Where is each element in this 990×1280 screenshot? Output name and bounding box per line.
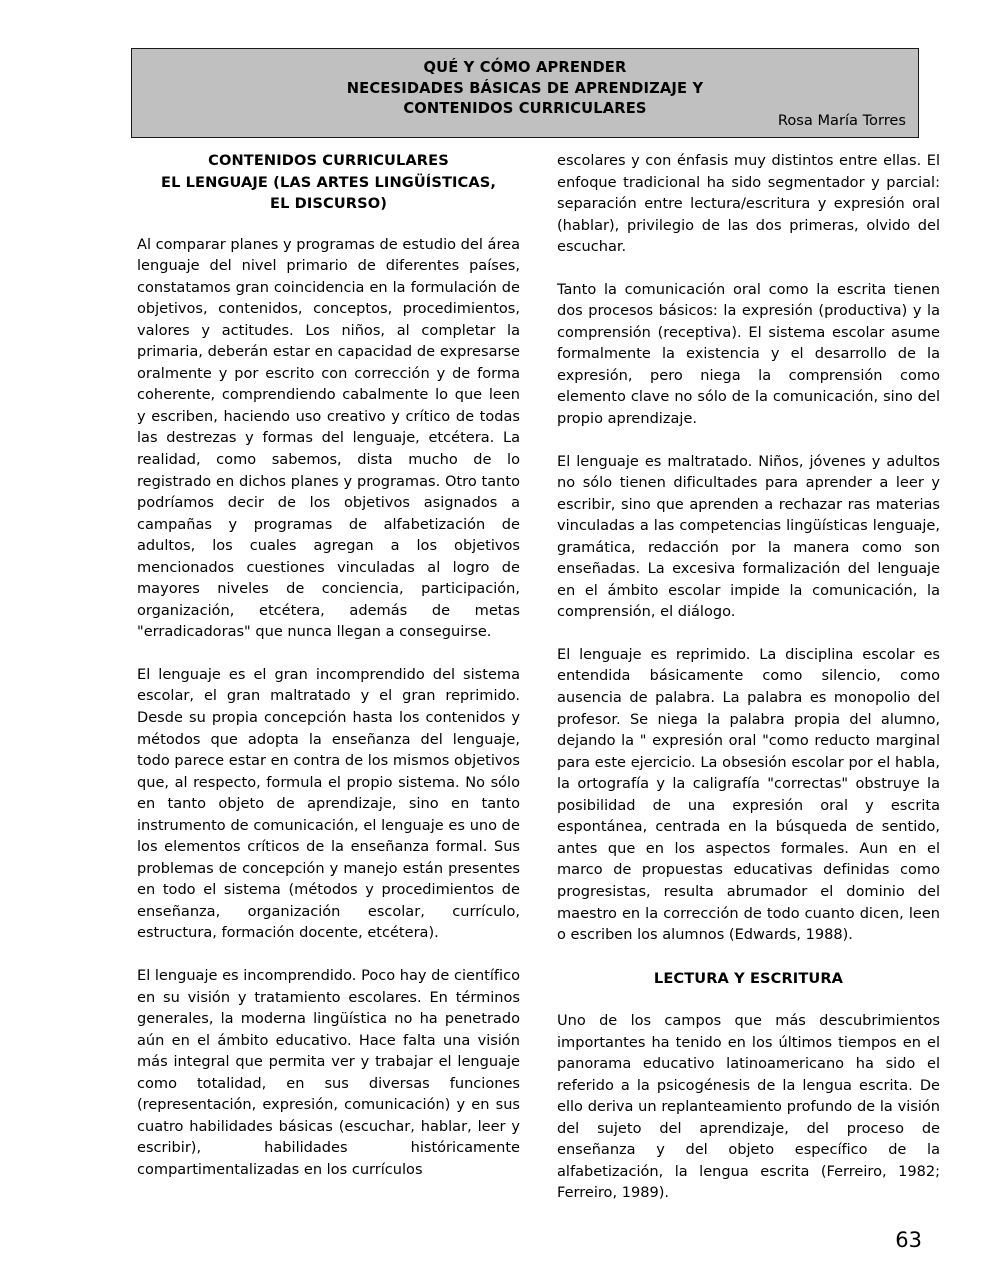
left-column-heading-line-3: EL DISCURSO) [270, 195, 387, 212]
left-column-heading-line-1: CONTENIDOS CURRICULARES [208, 152, 449, 169]
paragraph: Tanto la comunicación oral como la escrita tienen dos procesos básicos: la expresión (productiva) y la comprensión (receptiva). El sistema escolar asume formalmente la existencia y el desarrollo de la expresión, pero niega la comprensión como elemento clave no sólo de la comunicación, sino del propio aprendizaje. [557, 280, 940, 428]
left-column-heading [137, 150, 520, 215]
header-title-line-1: QUÉ Y CÓMO APRENDER [423, 59, 627, 76]
header-author: Rosa María Torres [777, 112, 906, 129]
paragraph: escolares y con énfasis muy distintos entre ellas. El enfoque tradicional ha sido segmentador y parcial: separación entre lectura/escritura y expresión oral (hablar), privilegio de las dos primeras, olvido del escuchar. [557, 152, 940, 256]
left-column-heading-line-2: EL LENGUAJE (LAS ARTES LINGÜÍSTICAS, [161, 173, 496, 191]
left-column [137, 150, 520, 1180]
right-column-heading: LECTURA Y ESCRITURA [653, 969, 844, 987]
page-number: 63 [895, 1228, 922, 1252]
paragraph: Uno de los campos que más descubrimientos importantes ha tenido en los últimos tiempos en el panorama educativo latinoamericano ha sido el referido a la psicogénesis de la lengua escrita. De ello deriva un replanteamiento profundo de la visión del sujeto del aprendizaje, del proceso de enseñanza y del objeto específico de la alfabetización, la lengua escrita (Ferreiro, 1982; Ferreiro, 1989). [557, 1012, 940, 1202]
paragraph: Al comparar planes y programas de estudio del área lenguaje del nivel primario de diferentes países, constatamos gran coincidencia en la formulación de objetivos, contenidos, conceptos, procedimientos, valores y actitudes. Los niños, al completar la primaria, deberán estar en capacidad de expresarse oralmente y por escrito con corrección y de forma coherente, comprendiendo cabalmente lo que leen y escriben, haciendo uso creativo y crítico de todas las destrezas y formas del lenguaje, etcétera. La realidad, como sabemos, dista mucho de lo registrado en dichos planes y programas. Otro tanto podríamos decir de los objetivos asignados a campañas y programas de alfabetización de adultos, los cuales agregan a los objetivos mencionados cuestiones vinculadas al logro de mayores niveles de conciencia, participación, organización, etcétera, además de metas "erradicadoras" que nunca llegan a conseguirse. [137, 235, 520, 641]
paragraph: El lenguaje es reprimido. La disciplina escolar es entendida básicamente como silencio, como ausencia de palabra. La palabra es monopolio del profesor. Se niega la palabra propia del alumno, dejando la " expresión oral "como reducto marginal para este ejercicio. La obsesión escolar por el habla, la ortografía y la caligrafía "correctas" obstruye la posibilidad de una expresión oral y escrita espontánea, centrada en la búsqueda de sentido, antes que en los aspectos formales. Aun en el marco de propuestas educativas definidas como progresistas, resulta abrumador el dominio del maestro en la corrección de todo cuanto dicen, leen o escriben los alumnos (Edwards, 1988). [557, 645, 940, 944]
paragraph: El lenguaje es maltratado. Niños, jóvenes y adultos no sólo tienen dificultades para aprender a leer y escribir, sino que aprenden a rechazar ras materias vinculadas a las competencias lingüísticas lenguaje, gramática, redacción por la manera como son enseñadas. La excesiva formalización del lenguaje en el ámbito escolar impide la comunicación, la comprensión, el diálogo. [557, 452, 940, 621]
header-title-line-3: CONTENIDOS CURRICULARES [403, 100, 647, 117]
document-header-box [131, 48, 919, 138]
right-column [557, 150, 940, 1204]
paragraph: El lenguaje es incomprendido. Poco hay de científico en su visión y tratamiento escolares. En términos generales, la moderna lingüística no ha penetrado aún en el ámbito educativo. Hace falta una visión más integral que permita ver y trabajar el lenguaje como totalidad, en sus diversas funciones (representación, expresión, comunicación) y en sus cuatro habilidades básicas (escuchar, hablar, leer y escribir), habilidades históricamente compartimentalizadas en los currículos [137, 967, 520, 1178]
paragraph: El lenguaje es el gran incomprendido del sistema escolar, el gran maltratado y el gran reprimido. Desde su propia concepción hasta los contenidos y métodos que adopta la enseñanza del lenguaje, todo parece estar en contra de los mismos objetivos que, al respecto, formula el propio sistema. No sólo en tanto objeto de aprendizaje, sino en tanto instrumento de comunicación, el lenguaje es uno de los elementos críticos de la enseñanza formal. Sus problemas de concepción y manejo están presentes en todo el sistema (métodos y procedimientos de enseñanza, organización escolar, currículo, estructura, formación docente, etcétera). [137, 665, 520, 942]
header-title-line-2: NECESIDADES BÁSICAS DE APRENDIZAJE Y [346, 79, 704, 97]
